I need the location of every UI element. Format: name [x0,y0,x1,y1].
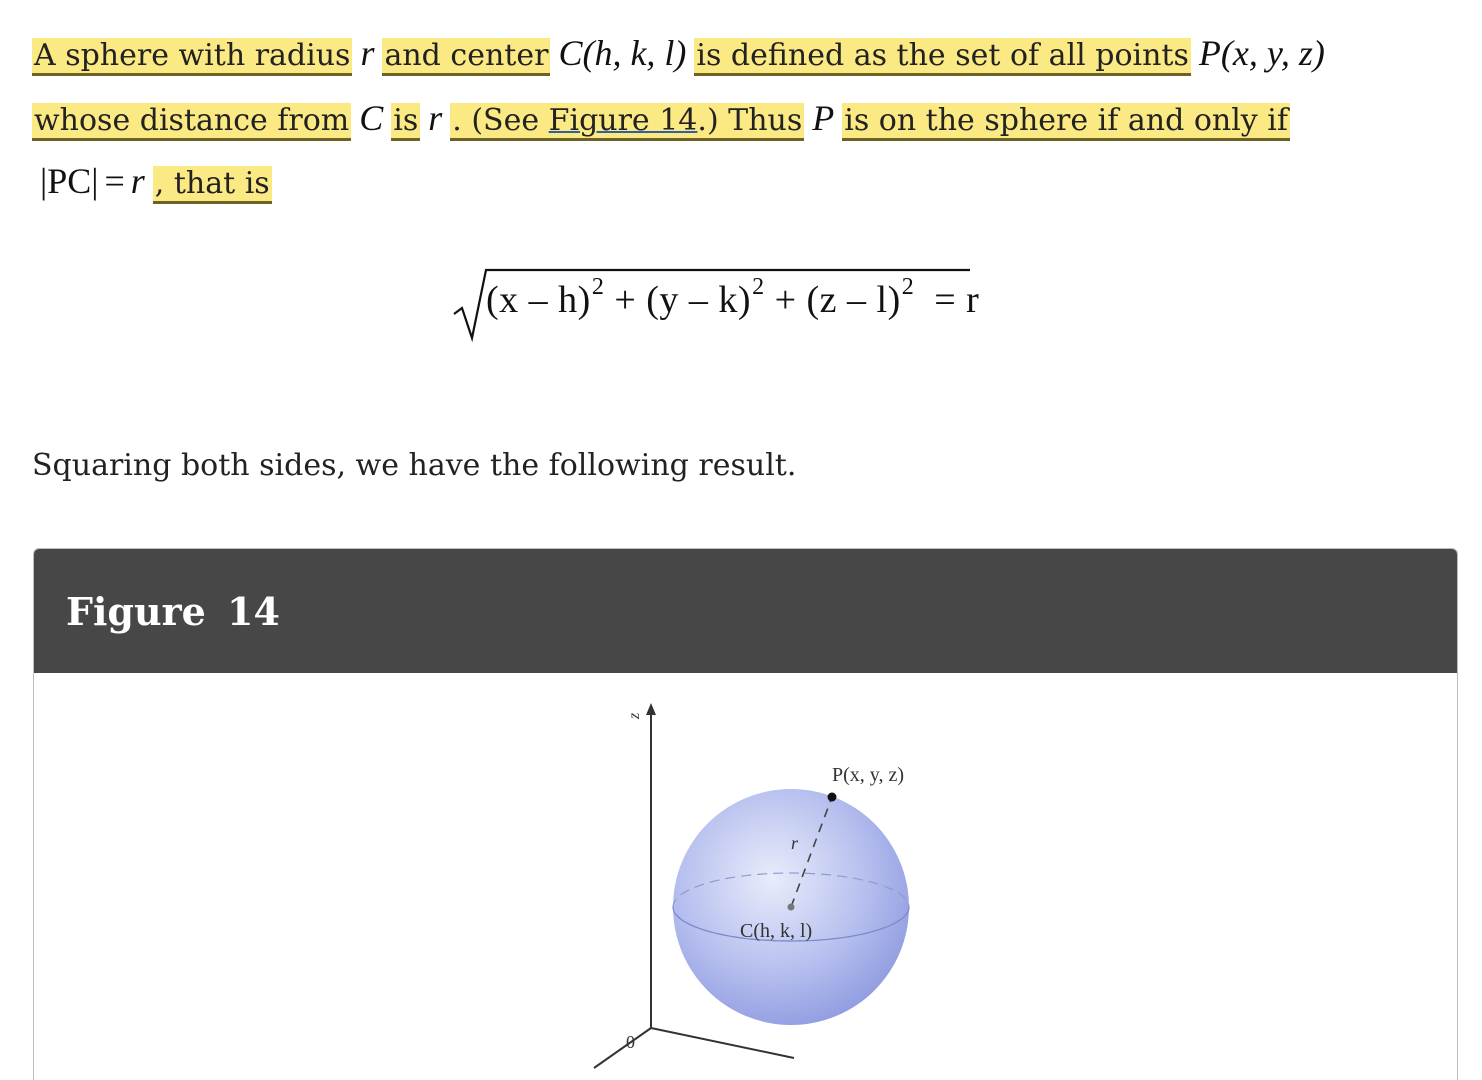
math-center: C(h, k, l) [558,33,687,73]
figure-14-link[interactable]: Figure 14 [548,103,698,138]
highlighted-text[interactable]: is on the sphere if and only if [842,103,1290,141]
equation-rhs: = r [934,279,980,321]
math-r: r [130,161,145,201]
figure-title: Figure 14 [66,589,280,634]
paragraph-line-2 [32,97,1290,139]
sphere-distance-equation [450,262,1070,352]
text-fragment: . (See [452,103,549,138]
origin-label: 0 [626,1032,635,1052]
center-c-dot [788,904,795,911]
highlighted-text[interactable] [450,103,804,141]
z-axis-label: z [626,712,643,719]
exponent: 2 [591,274,605,300]
math-p: P [812,98,835,138]
paragraph-line-3 [40,160,272,202]
highlighted-text[interactable]: and center [382,38,550,76]
exponent: 2 [752,274,765,300]
figure-header [34,549,1457,673]
term-y: (y – k) [646,279,752,321]
radius-label: r [791,833,799,853]
body-sentence: Squaring both sides, we have the following result. [32,448,797,483]
highlighted-text[interactable]: is defined as the set of all points [694,38,1190,76]
z-axis-arrow-icon [646,703,656,715]
equation-body [486,274,979,322]
math-abs-pc: |PC| [40,161,99,201]
text-fragment: .) Thus [697,103,803,138]
exponent: 2 [901,274,915,300]
math-point: P(x, y, z) [1198,33,1325,73]
point-p-label: P(x, y, z) [832,764,905,786]
term-x: (x – h) [486,279,591,321]
highlighted-text[interactable]: , that is [153,166,272,204]
highlighted-text[interactable]: whose distance from [32,103,351,141]
plus-sign: + [774,279,797,321]
plus-sign: + [614,279,637,321]
highlighted-text[interactable]: is [391,103,420,141]
x-axis [594,1028,651,1068]
highlighted-text[interactable]: A sphere with radius [32,38,352,76]
math-c: C [359,98,384,138]
point-p-dot [828,793,837,802]
y-axis [651,1028,794,1058]
math-r: r [428,98,443,138]
math-r: r [360,33,375,73]
center-c-label: C(h, k, l) [740,920,813,942]
sphere-illustration [34,673,1457,1080]
paragraph-line-1 [32,32,1333,74]
math-equals: = [104,161,125,201]
term-z: (z – l) [806,279,901,321]
figure-14-panel [33,548,1458,1080]
